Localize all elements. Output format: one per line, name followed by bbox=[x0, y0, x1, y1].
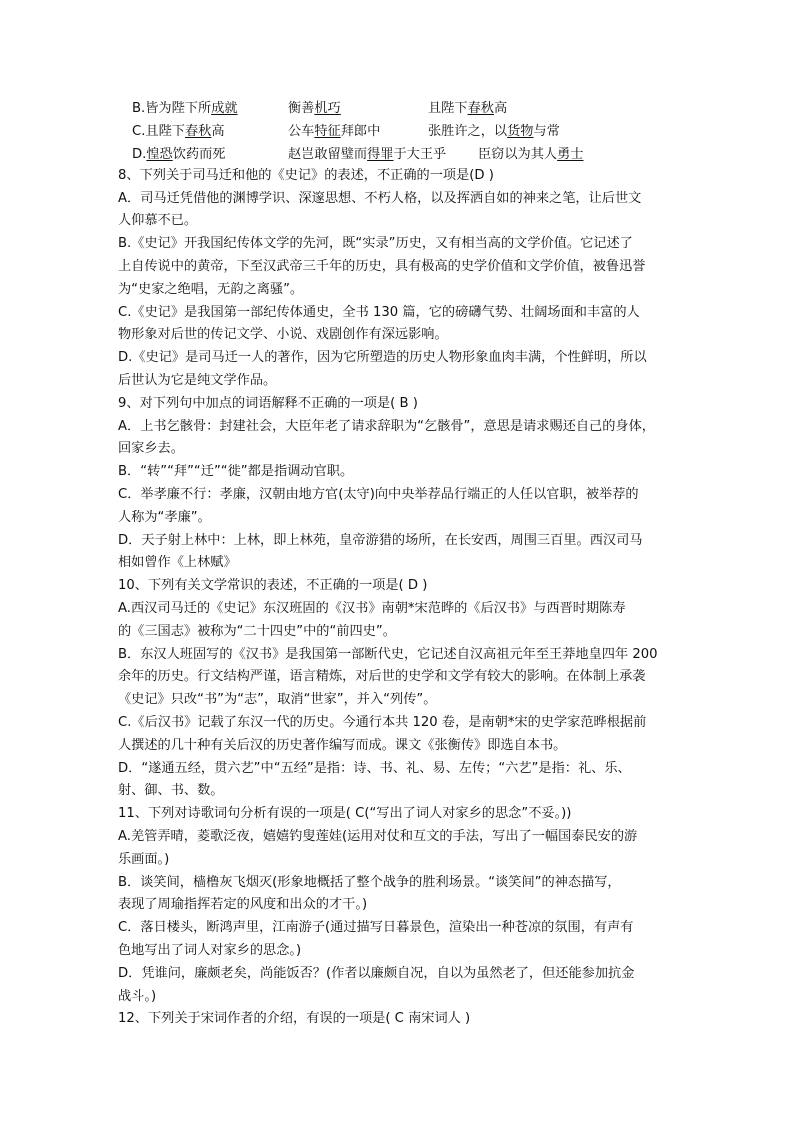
question-11-line: 表现了周瑜指挥若定的风度和出众的才干。) bbox=[118, 897, 368, 912]
question-8-line: A．司马迁凭借他的渊博学识、深邃思想、不朽人格，以及挥洒自如的神来之笔，让后世文 bbox=[118, 191, 642, 206]
question-11-line: A.羌管弄晴，菱歌泛夜，嬉嬉钓叟莲娃(运用对仗和互文的手法，写出了一幅国泰民安的游 bbox=[118, 829, 638, 844]
option-text: D. bbox=[132, 147, 147, 162]
question-9-line: 人称为“孝廉”。 bbox=[118, 510, 211, 525]
option-row-d-col3 bbox=[478, 145, 584, 165]
question-8-line: 物形象对后世的传记文学、小说、戏剧创作有深远影响。 bbox=[118, 327, 448, 342]
option-text: 拜郎中 bbox=[340, 124, 381, 139]
question-8-line: C.《史记》是我国第一部纪传体通史，全书 130 篇，它的磅礴气势、壮阔场面和丰富的人 bbox=[118, 305, 640, 320]
underlined-word: 惶恐 bbox=[146, 147, 173, 162]
question-10-line: C.《后汉书》记载了东汉一代的历史。今通行本共 120 卷，是南朝*宋的史学家范晔根据前 bbox=[118, 715, 647, 730]
question-11-line: 战斗。) bbox=[118, 989, 157, 1004]
underlined-word: 春秋 bbox=[184, 124, 212, 139]
underlined-word: 机巧 bbox=[314, 101, 341, 116]
option-text: 于大王乎 bbox=[393, 147, 447, 162]
option-text: C.且陛下 bbox=[132, 124, 185, 139]
question-9-line: D．天子射上林中：上林，即上林苑，皇帝游猎的场所，在长安西，周围三百里。西汉司马 bbox=[118, 533, 643, 548]
question-8-line: D.《史记》是司马迁一人的著作，因为它所塑造的历史人物形象血肉丰满，个性鲜明，所以 bbox=[118, 350, 647, 365]
question-10-line: 人撰述的几十种有关后汉的历史著作编写而成。课文《张衡传》即选自本书。 bbox=[118, 738, 567, 753]
question-9-line: C．举孝廉不行：孝廉，汉朝由地方官(太守)向中央举荐品行端正的人任以官职，被举荐的 bbox=[118, 487, 639, 502]
option-row-c-col3 bbox=[428, 122, 560, 142]
underlined-word: 得罪 bbox=[367, 147, 394, 162]
option-text: 张胜许之，以 bbox=[428, 124, 508, 139]
question-8-stem: 8、下列关于司马迁和他的《史记》的表述，不正确的一项是(D ) bbox=[118, 168, 494, 183]
option-row-d-col1 bbox=[132, 145, 225, 165]
option-text: 臣窃以为其人 bbox=[478, 147, 558, 162]
question-9-stem: 9、对下列句中加点的词语解释不正确的一项是( B ) bbox=[118, 396, 418, 411]
question-8-line: 人仰慕不已。 bbox=[118, 213, 198, 228]
option-text: 高 bbox=[211, 124, 225, 139]
option-row-d-col2 bbox=[288, 145, 446, 165]
option-row-c-col2 bbox=[288, 122, 380, 142]
option-row-b-col2 bbox=[288, 99, 341, 119]
question-9-line: B．“转”“拜”“迁”“徙”都是指调动官职。 bbox=[118, 464, 354, 479]
option-text: 饮药而死 bbox=[172, 147, 226, 162]
question-8-line: 为“史家之绝唱，无韵之离骚”。 bbox=[118, 282, 304, 297]
option-row-c-col1 bbox=[132, 122, 225, 142]
question-10-line: 《史记》只改“书”为“志”，取消“世家”，并入“列传”。 bbox=[118, 692, 437, 707]
question-8-line: 上自传说中的黄帝，下至汉武帝三千年的历史，具有极高的史学价值和文学价值，被鲁迅誉 bbox=[118, 259, 646, 274]
option-text: 与常 bbox=[533, 124, 560, 139]
option-text: 且陛下 bbox=[428, 101, 468, 116]
question-9-line: A．上书乞骸骨：封建社会，大臣年老了请求辞职为“乞骸骨”，意思是请求赐还自己的身体， bbox=[118, 419, 655, 434]
question-10-line: A.西汉司马迁的《史记》东汉班固的《汉书》南朝*宋范晔的《后汉书》与西晋时期陈寿 bbox=[118, 601, 626, 616]
question-11-line: C．落日楼头，断鸿声里，江南游子(通过描写日暮景色，渲染出一种苍凉的氛围，有声有 bbox=[118, 920, 634, 935]
question-9-line: 相如曾作《上林赋》 bbox=[118, 555, 237, 570]
question-11-line: 色地写出了词人对家乡的思念。) bbox=[118, 943, 302, 958]
option-text: 公车 bbox=[288, 124, 315, 139]
question-10-line: 的《三国志》被称为“二十四史”中的“前四史”。 bbox=[118, 624, 396, 639]
option-text: B.皆为陛下所 bbox=[132, 101, 212, 116]
question-11-stem: 11、下列对诗歌词句分析有误的一项是( C(“写出了词人对家乡的思念”不妥。)) bbox=[118, 806, 572, 821]
question-10-stem: 10、下列有关文学常识的表述，不正确的一项是( D ) bbox=[118, 578, 428, 593]
underlined-word: 成就 bbox=[211, 101, 238, 116]
option-text: 高 bbox=[493, 101, 508, 116]
question-8-line: 后世认为它是纯文学作品。 bbox=[118, 373, 277, 388]
option-row-b-col3 bbox=[428, 99, 507, 119]
option-text: 赵岂敢留璧而 bbox=[288, 147, 368, 162]
underlined-word: 勇士 bbox=[557, 147, 584, 162]
question-10-line: 射、御、书、数。 bbox=[118, 783, 224, 798]
question-10-line: B．东汉人班固写的《汉书》是我国第一部断代史，它记述自汉高祖元年至王莽地皇四年 200 bbox=[118, 647, 658, 662]
question-11-line: D．凭谁问，廉颇老矣，尚能饭否？(作者以廉颇自况，自以为虽然老了，但还能参加抗金 bbox=[118, 966, 635, 981]
question-11-line: B．谈笑间，樯橹灰飞烟灭(形象地概括了整个战争的胜利场景。“谈笑间”的神态描写， bbox=[118, 875, 621, 890]
question-9-line: 回家乡去。 bbox=[118, 441, 184, 456]
question-8-line: B.《史记》开我国纪传体文学的先河，既“实录”历史，又有相当高的文学价值。它记述了 bbox=[118, 236, 633, 251]
question-11-line: 乐画面。) bbox=[118, 852, 170, 867]
underlined-word: 货物 bbox=[507, 124, 534, 139]
option-text: 衡善 bbox=[288, 101, 315, 116]
underlined-word: 春秋 bbox=[467, 101, 494, 116]
question-12-stem: 12、下列关于宋词作者的介绍，有误的一项是( C 南宋词人 ) bbox=[118, 1011, 471, 1026]
question-10-line: 余年的历史。行文结构严谨，语言精炼，对后世的史学和文学有较大的影响。在体制上承袭 bbox=[118, 669, 646, 684]
underlined-word: 特征 bbox=[314, 124, 341, 139]
question-10-line: D．“遂通五经，贯六艺”中“五经”是指：诗、书、礼、易、左传；“六艺”是指：礼、乐、 bbox=[118, 761, 631, 776]
option-row-b-col1 bbox=[132, 99, 238, 119]
